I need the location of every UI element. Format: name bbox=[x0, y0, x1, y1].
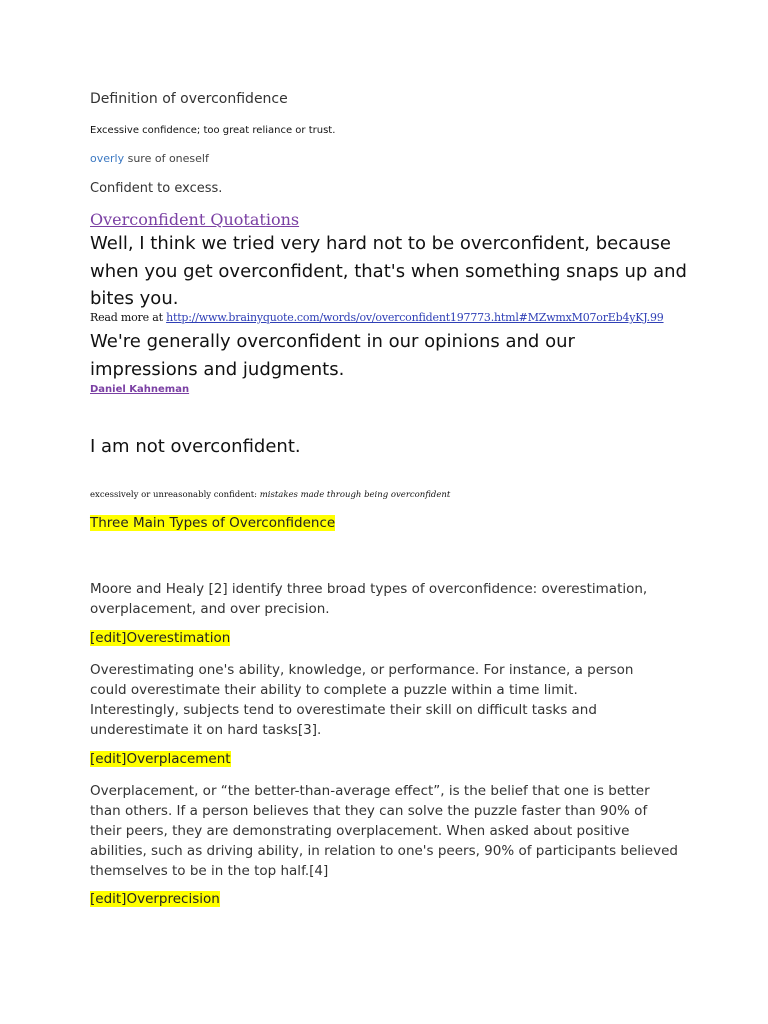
definition-title: Definition of overconfidence bbox=[90, 91, 288, 107]
quote-1: Well, I think we tried very hard not to be overconfident, because when you get overconfident, that's when something snaps up and bites you. bbox=[90, 233, 687, 309]
overestimation-text: Overestimating one's ability, knowledge, or performance. For instance, a person could overestimate their ability to complete a puzzle within a time limit. Interestingly, subjects tend to overestimate their skill on difficult tasks and underestimate it on hard tasks[3]. bbox=[90, 662, 634, 738]
overplacement-heading-text[interactable]: [edit]Overplacement bbox=[90, 751, 231, 767]
overestimation-heading bbox=[90, 630, 230, 646]
small-definition-plain: excessively or unreasonably confident: bbox=[90, 490, 260, 500]
read-more-line bbox=[90, 311, 664, 324]
types-heading bbox=[90, 515, 335, 531]
read-more-link[interactable]: http://www.brainyquote.com/words/ov/overconfident197773.html#MZwmxM07orEb4yKJ.99 bbox=[166, 311, 664, 324]
definition-line-3: Confident to excess. bbox=[90, 181, 223, 196]
quotations-title-link[interactable]: Overconfident Quotations bbox=[90, 210, 300, 229]
definition-keyword: overly bbox=[90, 152, 125, 165]
definition-line-2 bbox=[90, 152, 209, 165]
definition-line-1: Excessive confidence; too great reliance or trust. bbox=[90, 125, 336, 136]
quote-2: We're generally overconfident in our opinions and our impressions and judgments. bbox=[90, 331, 575, 380]
quote-3: I am not overconfident. bbox=[90, 436, 301, 457]
overprecision-heading-text[interactable]: [edit]Overprecision bbox=[90, 891, 220, 907]
types-heading-text: Three Main Types of Overconfidence bbox=[90, 515, 336, 531]
types-intro: Moore and Healy [2] identify three broad types of overconfidence: overestimation, overplacement, and over precision. bbox=[90, 581, 648, 617]
overplacement-heading bbox=[90, 751, 231, 767]
overprecision-heading bbox=[90, 891, 220, 907]
small-definition-italic: mistakes made through being overconfident bbox=[259, 490, 451, 500]
overplacement-text: Overplacement, or “the better-than-average effect”, is the belief that one is better than others. If a person believes that they can solve the puzzle faster than 90% of their peers, they are demonstrating overplacement. When asked about positive abilities, such as driving ability, in relation to one's peers, 90% of participants believed themselves to be in the top half.[4] bbox=[90, 783, 678, 879]
definition-line-2-rest: sure of oneself bbox=[124, 152, 209, 165]
read-more-label: Read more at bbox=[90, 311, 167, 324]
overestimation-heading-text[interactable]: [edit]Overestimation bbox=[90, 630, 231, 646]
small-definition bbox=[90, 490, 450, 500]
author-link[interactable]: Daniel Kahneman bbox=[90, 384, 190, 395]
